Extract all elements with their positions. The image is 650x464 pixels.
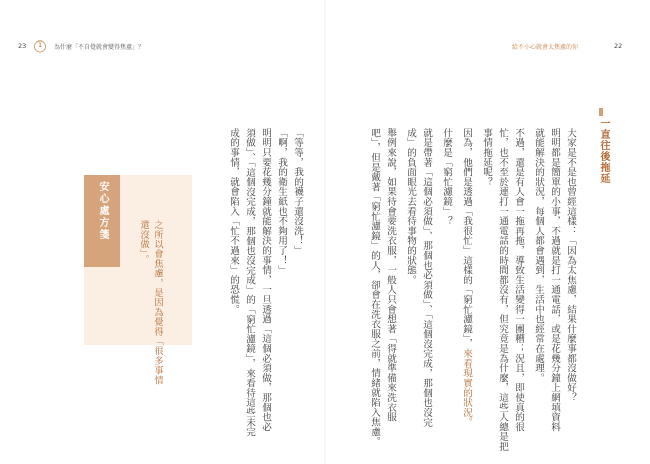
book-gutter [324, 0, 326, 464]
right-column-2: 明明都是簡單的小事，不過就是打一通電話，或是花幾分鐘上網填資料 [549, 128, 560, 432]
left-column-3: 成」的負面眼光去看待事物的狀態。 [405, 128, 416, 285]
note-text-1: 之所以會焦慮，是因為覺得「很多事情 [152, 220, 163, 385]
left-column-10: 須做」、「這個沒完成，那個也沒完成」的「窮忙濾鏡」，來看待這些未完 [244, 128, 255, 437]
note-title: 安心處方箋 [97, 181, 108, 241]
right-column-5: 忙，也不至於連打一通電話的時間都沒有，但究竟是為什麼，這些人總是把 [497, 128, 508, 452]
left-column-9: 明明只要花幾分鐘就能解決的事情，一旦透過「這個必須做，那個也必 [260, 128, 271, 432]
highlight-column-emphasis: 來看現實的狀況。 [461, 348, 472, 428]
right-column-4: 不過，還是有人會一拖再拖，導致生活變得一團糟；況且，即使真的很 [513, 128, 524, 432]
right-column-1: 大家是不是也曾經這樣：「因為太焦慮，結果什麼事都沒做好？ [565, 128, 576, 403]
chapter-number: 1 [38, 41, 43, 49]
highlight-column [461, 128, 472, 427]
left-column-5: 吧」，但是戴著「窮忙濾鏡」的人，卻會在洗衣服之前，情緒就陷入焦慮。 [369, 128, 380, 447]
left-running-title: 為什麼「不自覺就會變得焦慮」？ [54, 44, 145, 51]
section-heading: 一直往後拖延 [598, 118, 609, 184]
left-column-4: 舉例來說，如果待會要洗衣服，一般人只會想著「得就準備來洗衣服 [385, 128, 396, 422]
highlight-column-pre: 因為，他們是透過「我很忙」這樣的「窮忙濾鏡」， [461, 128, 472, 349]
right-column-6: 事情拖延呢？ [481, 128, 492, 187]
right-running-title: 給不小心就會太焦慮的你 [512, 44, 579, 51]
left-page-number: 23 [18, 42, 27, 50]
left-column-2: 就是帶著「這個必須做」、那個也必須做」、「這個沒完成，那個也沒完 [421, 128, 432, 428]
right-column-3: 就能解決的狀況，每個人都會遇到，生活中也經常在處理。 [533, 128, 544, 383]
right-page-number: 22 [614, 42, 623, 50]
chapter-badge-icon [33, 38, 47, 52]
note-text-2: 還沒做」。 [138, 220, 149, 264]
section-marker [599, 108, 603, 116]
left-column-8: 「啊，我的衛生紙也不夠用了！」 [276, 128, 287, 275]
left-column-7: 「等等，我的襪子還沒洗！」 [292, 128, 303, 256]
left-column-1: 什麼是「窮忙濾鏡」？ [441, 128, 452, 226]
left-column-11: 成的事情，就會陷入「忙不過來」的恐慌。 [228, 128, 239, 315]
